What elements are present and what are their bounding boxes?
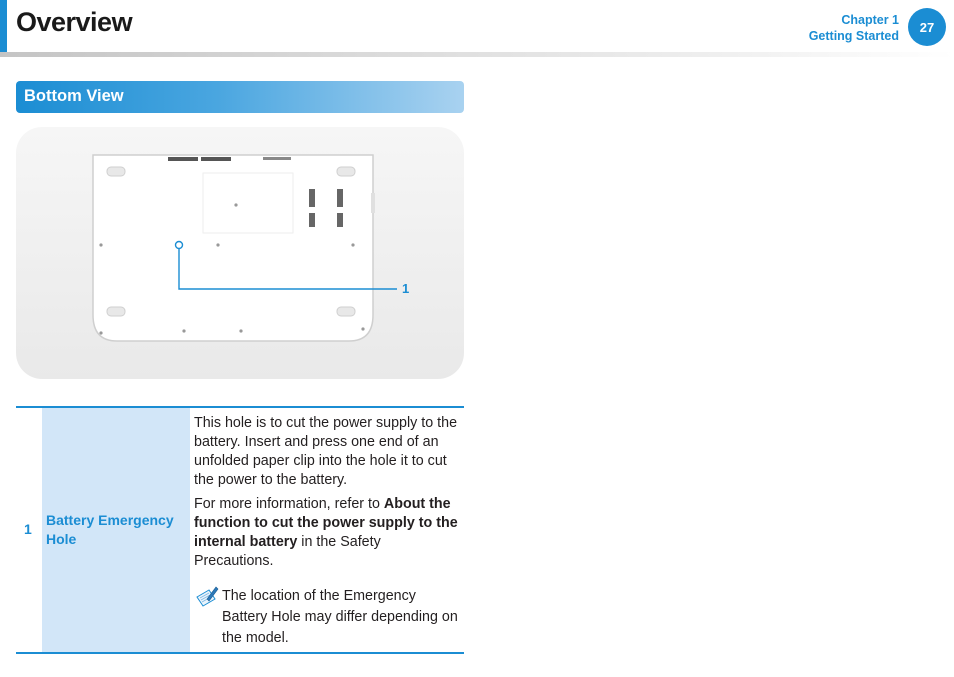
section-title: Bottom View — [24, 87, 124, 105]
page-number: 27 — [919, 19, 935, 35]
item-name-cell — [42, 408, 190, 652]
item-name: Battery Emergency Hole — [46, 512, 174, 547]
reference-prefix: For more information, refer to — [194, 496, 384, 512]
page-title: Overview — [16, 7, 133, 37]
row-number: 1 — [24, 521, 32, 537]
header-divider — [0, 52, 954, 57]
chapter-info — [809, 12, 899, 44]
laptop-bottom-illustration — [91, 153, 464, 343]
chapter-name: Getting Started — [808, 29, 899, 43]
reference-link-text: About the function to cut the power supply to the internal battery — [194, 496, 458, 550]
laptop-base — [93, 155, 373, 341]
bottom-view-figure — [16, 127, 464, 379]
reference-suffix: in the Safety Precautions. — [194, 534, 381, 569]
chapter-label: Chapter 1 — [841, 13, 899, 27]
reference-text — [194, 495, 462, 571]
item-description — [194, 414, 462, 576]
table-bottom-rule — [16, 652, 464, 654]
header-accent-bar — [0, 0, 7, 52]
callout-label: 1 — [402, 281, 410, 296]
note-text: The location of the Emergency Battery Hole may differ depending on the model. — [222, 588, 458, 646]
note-pencil-icon — [195, 585, 219, 609]
description-text: This hole is to cut the power supply to the battery. Insert and press one end of an unfolded paper clip into the hole it to cut the power to the battery. — [194, 415, 458, 488]
section-header — [16, 81, 464, 113]
side-port — [371, 193, 375, 213]
page-number-badge — [908, 8, 946, 46]
